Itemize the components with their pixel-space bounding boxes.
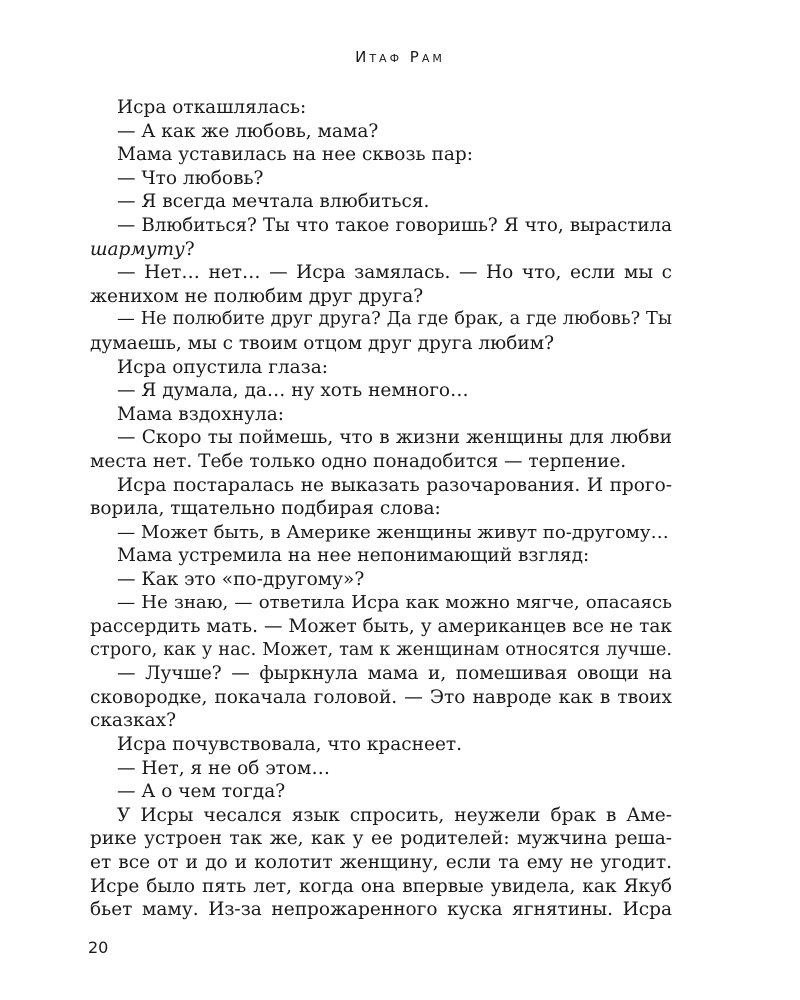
text-line-with-italic (90, 238, 672, 262)
text-line: — А как же любовь, мама? (117, 120, 379, 142)
text-line: бьет маму. Из-за непрожаренного куска ягнятины. Исра (90, 899, 672, 921)
text-line: — Не полюбите друг друга? Да где брак, а где любовь? Ты (117, 309, 672, 330)
text-line: — Я всегда мечтала влюбиться. (117, 191, 430, 213)
text-line-tail: ? (184, 238, 195, 260)
text-line: Исра опустила глаза: (117, 356, 329, 378)
text-line: — Нет, я не об этом… (117, 757, 330, 779)
text-line: Мама вздохнула: (117, 403, 284, 425)
text-line: — Скоро ты поймешь, что в жизни женщины для любви (117, 427, 672, 449)
text-line: места нет. Тебе только одно понадобится — терпение. (90, 450, 627, 472)
text-line: рассердить мать. — Может быть, у американцев все не так (90, 616, 672, 638)
page-number: 20 (88, 938, 109, 957)
text-line: рике устроен так же, как у ее родителей: мужчина реша- (90, 828, 672, 850)
text-line: У Исры чесался язык спросить, неужели брак в Аме- (117, 804, 672, 826)
text-line: строго, как у нас. Может, там к женщинам относятся лучше. (90, 639, 672, 660)
text-line: женихом не полюбим друг друга? (90, 285, 424, 307)
text-line: — Лучше? — фыркнула мама и, помешивая овощи на (117, 663, 672, 685)
body-text (90, 96, 672, 922)
text-line: думаешь, мы с твоим отцом друг друга любим? (90, 332, 555, 354)
running-header: Итаф Рам (355, 48, 445, 66)
text-line: ет все от и до и колотит женщину, если та ему не угодит. (90, 852, 672, 873)
text-line: Исра почувствовала, что краснеет. (117, 734, 463, 756)
text-line: Исра откашлялась: (117, 97, 307, 118)
text-line: — Как это «по-другому»? (117, 568, 365, 590)
italic-word: шармуту (90, 238, 185, 260)
text-line: сказках? (90, 710, 176, 732)
text-line: Мама уставилась на нее сквозь пар: (117, 144, 473, 166)
text-line: — Я думала, да… ну хоть немного… (117, 380, 469, 402)
text-line: ворила, тщательно подбирая слова: (90, 498, 441, 520)
text-line: — Не знаю, — ответила Исра как можно мягче, опасаясь (117, 592, 672, 614)
text-line: — Может быть, в Америке женщины живут по-другому… (117, 521, 669, 543)
text-line: — Что любовь? (117, 167, 264, 189)
text-line: сковородке, покачала головой. — Это навроде как в твоих (90, 686, 672, 708)
text-line: — Влюбиться? Ты что такое говоришь? Я что, вырастила (117, 214, 672, 236)
text-line: — А о чем тогда? (117, 781, 286, 803)
text-line: Мама устремила на нее непонимающий взгляд: (117, 545, 590, 567)
text-line: Исре было пять лет, когда она впервые увидела, как Якуб (90, 875, 672, 897)
text-line: — Нет… нет… — Исра замялась. — Но что, если мы с (117, 262, 672, 284)
text-line: Исра постаралась не выказать разочарования. И прого- (117, 474, 672, 496)
